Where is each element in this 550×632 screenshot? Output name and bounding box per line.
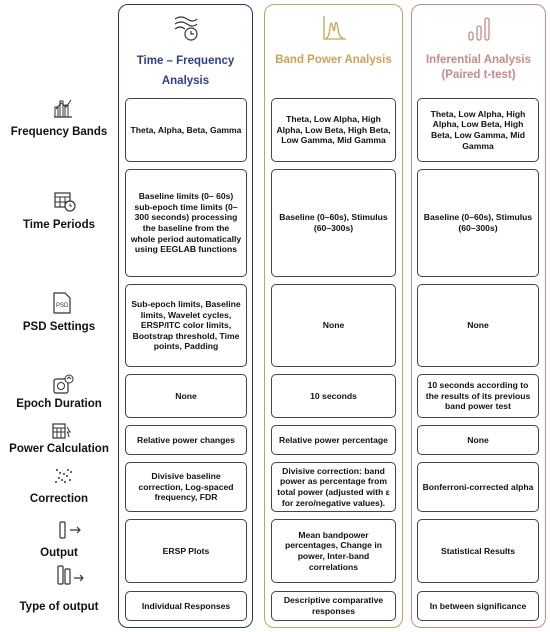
cell-time-periods-bp: Baseline (0–60s), Stimulus (60–300s) <box>271 169 396 277</box>
svg-text:PSD: PSD <box>56 303 69 309</box>
cell-correction-bp: Divisive correction: band power as percentage from total power (adjusted with ε for zero/negative values). <box>271 462 396 512</box>
cell-frequency-bands-it: Theta, Low Alpha, High Alpha, Low Beta, High Beta, Low Gamma, Mid Gamma <box>417 98 539 162</box>
band-power-icon <box>321 14 347 42</box>
scatter-icon <box>53 465 73 485</box>
cell-psd-settings-it: None <box>417 284 539 367</box>
row-label-correction: Correction <box>29 493 89 505</box>
bar-chart-icon <box>466 14 492 42</box>
row-label-frequency-bands: Frequency Bands <box>10 126 108 138</box>
cell-output-bp: Mean bandpower percentages, Change in power, Inter-band correlations <box>271 519 396 583</box>
cell-correction-it: Bonferroni-corrected alpha <box>417 462 539 512</box>
frequency-bars-icon <box>52 97 74 119</box>
row-label-power-calculation: Power Calculation <box>9 443 109 455</box>
inferential-header <box>413 14 544 83</box>
row-label-psd-settings: PSD Settings <box>22 321 96 333</box>
output-arrow-icon <box>58 520 84 540</box>
cell-output-it: Statistical Results <box>417 519 539 583</box>
inferential-title: Inferential Analysis (Paired t-test) <box>425 54 532 81</box>
row-label-time-periods: Time Periods <box>22 219 95 231</box>
cell-epoch-duration-tf: None <box>125 374 247 418</box>
time-frequency-icon <box>173 14 199 42</box>
band-power-title: Band Power Analysis <box>275 54 392 66</box>
cell-output-tf: ERSP Plots <box>125 519 247 583</box>
row-label-type-of-output: Type of output <box>19 601 99 613</box>
cell-power-calculation-tf: Relative power changes <box>125 425 247 455</box>
row-label-epoch-duration: Epoch Duration <box>16 398 102 410</box>
cell-time-periods-it: Baseline (0–60s), Stimulus (60–300s) <box>417 169 539 277</box>
cell-correction-tf: Divisive baseline correction, Log-spaced frequency, FDR <box>125 462 247 512</box>
time-frequency-header <box>120 14 251 91</box>
cell-power-calculation-bp: Relative power percentage <box>271 425 396 455</box>
power-calculation-icon <box>51 422 73 442</box>
cell-type-of-output-bp: Descriptive comparative responses <box>271 591 396 621</box>
cell-psd-settings-bp: None <box>271 284 396 367</box>
epoch-duration-icon <box>51 374 75 396</box>
cell-frequency-bands-bp: Theta, Low Alpha, High Alpha, Low Beta, High Beta, Low Gamma, Mid Gamma <box>271 98 396 162</box>
cell-epoch-duration-it: 10 seconds according to the results of its previous band power test <box>417 374 539 418</box>
cell-psd-settings-tf: Sub-epoch limits, Baseline limits, Wavelet cycles, ERSP/ITC color limits, Bootstrap threshold, Time points, Padding <box>125 284 247 367</box>
cell-frequency-bands-tf: Theta, Alpha, Beta, Gamma <box>125 98 247 162</box>
cell-type-of-output-it: In between significance <box>417 591 539 621</box>
cell-time-periods-tf: Baseline limits (0– 60s) sub-epoch time limits (0– 300 seconds) processing the baseline from the whole period automatically using EEGLAB functions <box>125 169 247 277</box>
cell-type-of-output-tf: Individual Responses <box>125 591 247 621</box>
output-type-icon <box>56 564 86 588</box>
row-label-output: Output <box>40 547 78 559</box>
band-power-header <box>266 14 401 68</box>
psd-file-icon <box>52 292 72 314</box>
cell-epoch-duration-bp: 10 seconds <box>271 374 396 418</box>
calendar-clock-icon <box>53 191 77 213</box>
cell-power-calculation-it: None <box>417 425 539 455</box>
time-frequency-title: Time – Frequency Analysis <box>136 55 235 87</box>
